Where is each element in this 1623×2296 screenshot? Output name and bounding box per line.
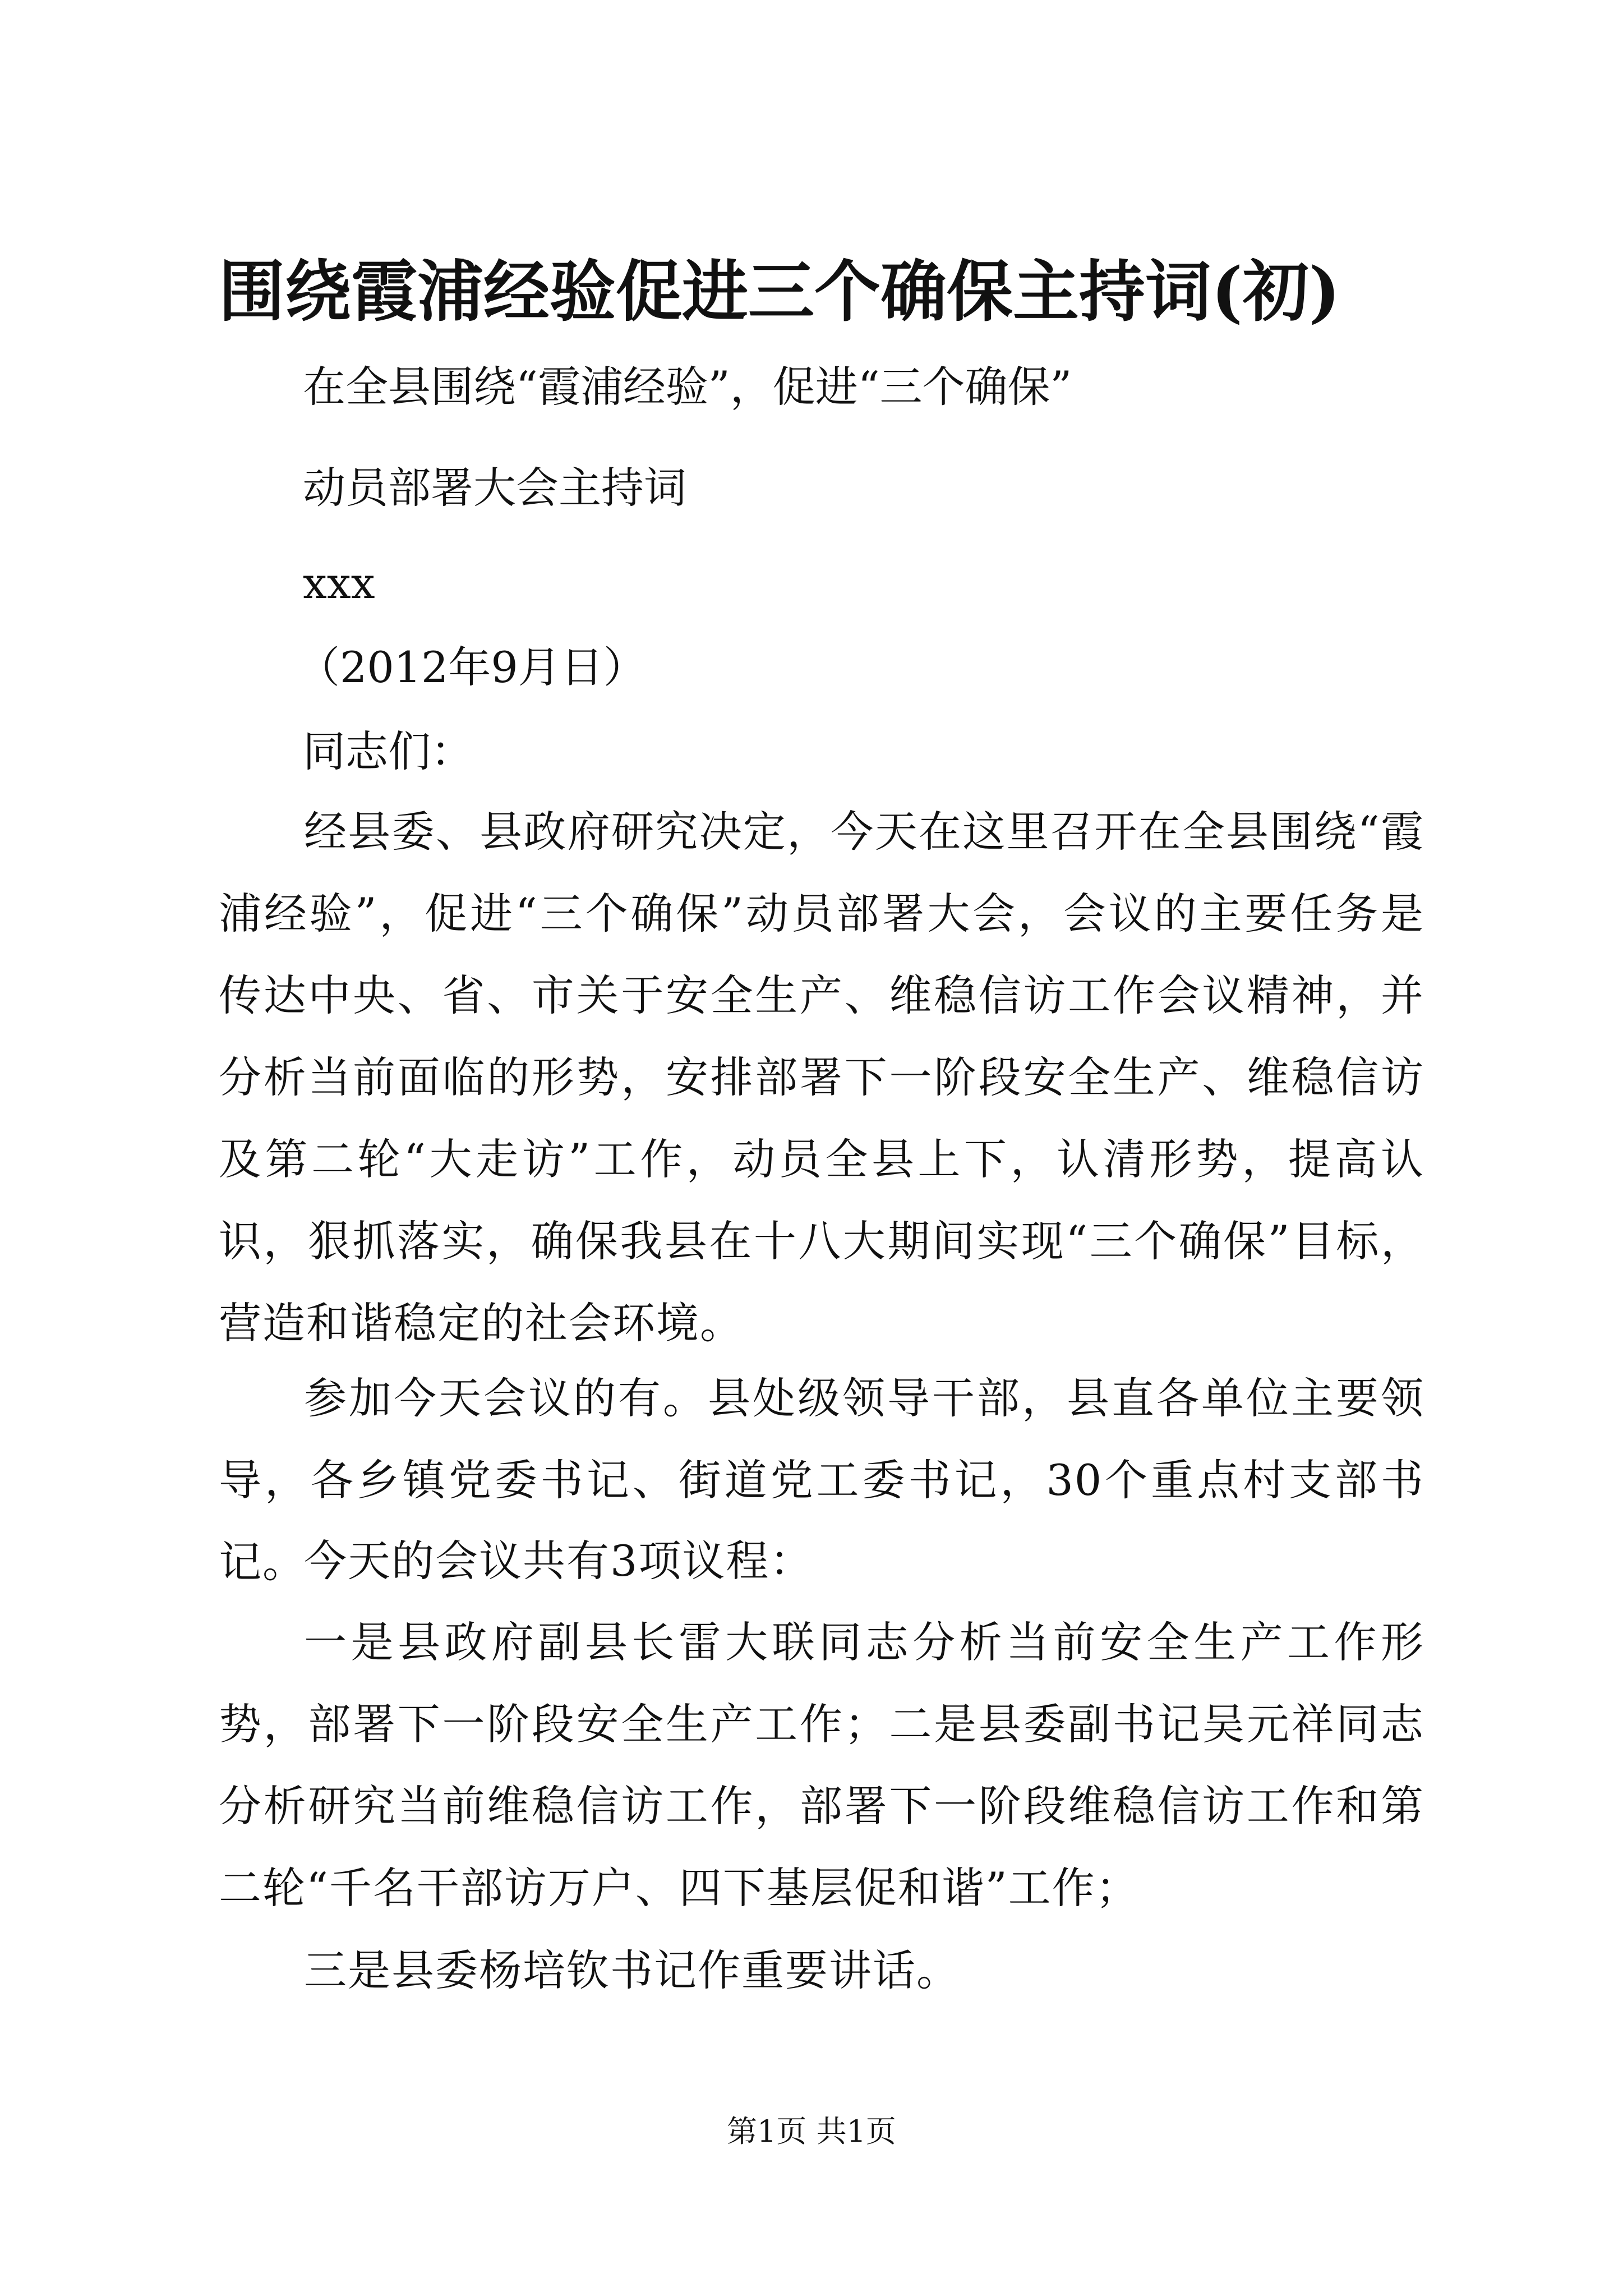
body-paragraph-5: 三是县委杨培钦书记作重要讲话。	[304, 1945, 960, 1995]
document-title: 围绕霞浦经验促进三个确保主持词(初)	[219, 252, 1340, 330]
body-paragraph-3: 今天的会议共有3项议程：	[304, 1536, 814, 1586]
subtitle-line-1: 在全县围绕“霞浦经验”，促进“三个确保”	[303, 362, 1072, 412]
salutation: 同志们：	[303, 726, 473, 776]
date-line: （2012年9月日）	[297, 642, 646, 692]
author-line: xxx	[303, 558, 375, 608]
subtitle-line-2: 动员部署大会主持词	[303, 463, 686, 513]
body-paragraph-1: 经县委、县政府研究决定，今天在这里召开在全县围绕“霞浦经验”，促进“三个确保”动员部署大会，会议的主要任务是传达中央、省、市关于安全生产、维稳信访工作会议精神，并分析当前面临的形势，安排部署下一阶段安全生产、维稳信访及第二轮“大走访”工作，动员全县上下，认清形势，提高认识，狠抓落实，确保我县在十八大期间实现“三个确保”目标，营造和谐稳定的社会环境。	[219, 807, 1424, 1348]
body-paragraph-4: 一是县政府副县长雷大联同志分析当前安全生产工作形势，部署下一阶段安全生产工作；二是县委副书记吴元祥同志分析研究当前维稳信访工作，部署下一阶段维稳信访工作和第二轮“千名干部访万户、四下基层促和谐”工作；	[219, 1617, 1424, 1913]
page-footer: 第1页 共1页	[727, 2114, 896, 2149]
body-paragraph-2: 参加今天会议的有。县处级领导干部，县直各单位主要领导，各乡镇党委书记、街道党工委书记，30个重点村支部书记。	[219, 1373, 1424, 1587]
